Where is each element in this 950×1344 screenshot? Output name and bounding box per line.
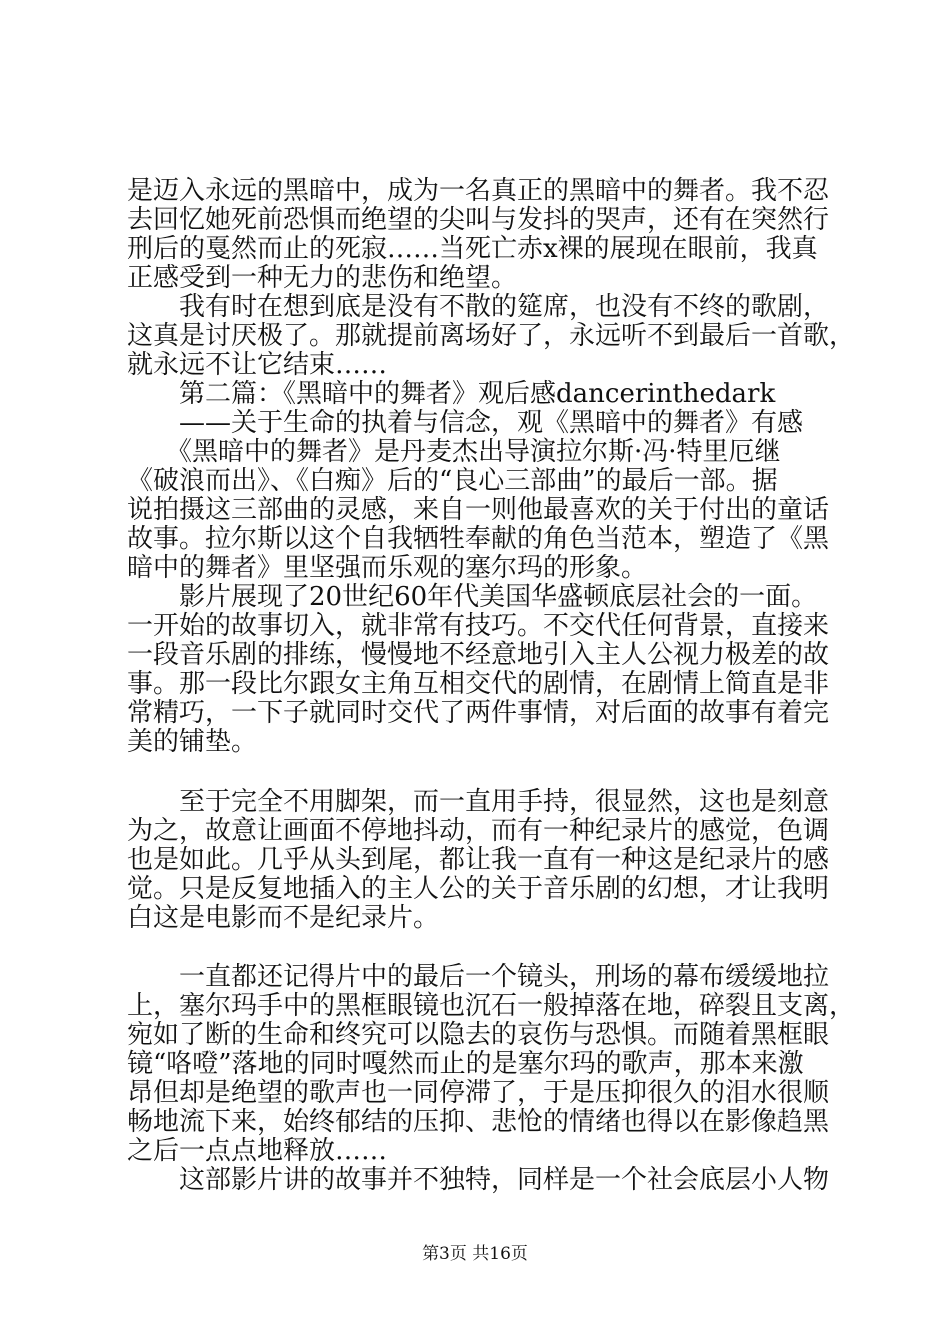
- text-line: 说拍摄这三部曲的灵感，来自一则他最喜欢的关于付出的童话: [127, 495, 830, 525]
- text-line: 一开始的故事切入，就非常有技巧。不交代任何背景，直接来: [127, 611, 830, 641]
- section-subtitle: ——关于生命的执着与信念，观《黑暗中的舞者》有感: [127, 408, 804, 438]
- text-line: 一段音乐剧的排练，慢慢地不经意地引入主人公视力极差的故: [127, 640, 830, 670]
- text-line: 为之，故意让画面不停地抖动，而有一种纪录片的感觉，色调: [127, 816, 830, 846]
- text-line: 白这是电影而不是纪录片。: [127, 903, 440, 933]
- section-heading: 第二篇：《黑暗中的舞者》观后感dancerinthedark: [127, 379, 776, 409]
- text-line: 至于完全不用脚架，而一直用手持，很显然，这也是刻意: [127, 787, 830, 817]
- text-line: 之后一点点地释放……: [127, 1136, 388, 1166]
- text-line: 宛如了断的生命和终究可以隐去的哀伤与恐惧。而随着黑框眼: [127, 1020, 830, 1050]
- text-line: 一直都还记得片中的最后一个镜头，刑场的幕布缓缓地拉: [127, 962, 830, 992]
- text-line: 是迈入永远的黑暗中，成为一名真正的黑暗中的舞者。我不忍: [127, 176, 830, 206]
- text-line: 美的铺垫。: [127, 727, 258, 757]
- text-line: 上，塞尔玛手中的黑框眼镜也沉石一般掉落在地，碎裂且支离，: [127, 991, 856, 1021]
- text-line: 正感受到一种无力的悲伤和绝望。: [127, 263, 518, 293]
- text-line: 这真是讨厌极了。那就提前离场好了，永远听不到最后一首歌，: [127, 321, 856, 351]
- text-line: 刑后的戛然而止的死寂……当死亡赤x裸的展现在眼前，我真: [127, 234, 818, 264]
- text-line: 常精巧，一下子就同时交代了两件事情，对后面的故事有着完: [127, 698, 830, 728]
- text-line: 《破浪而出》、《白痴》后的“良心三部曲”的最后一部。据: [127, 466, 778, 496]
- text-line: 昂但却是绝望的歌声也一同停滞了，于是压抑很久的泪水很顺: [127, 1078, 830, 1108]
- text-line: 觉。只是反复地插入的主人公的关于音乐剧的幻想，才让我明: [127, 874, 830, 904]
- text-line: 事。那一段比尔跟女主角互相交代的剧情，在剧情上简直是非: [127, 669, 830, 699]
- text-line: 影片展现了20世纪60年代美国华盛顿底层社会的一面。: [127, 582, 818, 612]
- text-line: 畅地流下来，始终郁结的压抑、悲怆的情绪也得以在影像趋黑: [127, 1107, 830, 1137]
- text-line: 镜“咯噔”落地的同时嘎然而止的是塞尔玛的歌声，那本来激: [127, 1049, 804, 1079]
- text-line: 就永远不让它结束……: [127, 350, 388, 380]
- page-number-footer: 第3页 共16页: [422, 1244, 528, 1264]
- text-line: 我有时在想到底是没有不散的筵席，也没有不终的歌剧，: [127, 292, 830, 322]
- text-line: 《黑暗中的舞者》是丹麦杰出导演拉尔斯·冯·特里厄继: [127, 437, 781, 467]
- text-line: 也是如此。几乎从头到尾，都让我一直有一种这是纪录片的感: [127, 845, 830, 875]
- text-line: 故事。拉尔斯以这个自我牺牲奉献的角色当范本，塑造了《黑: [127, 524, 830, 554]
- text-line: 这部影片讲的故事并不独特，同样是一个社会底层小人物: [127, 1165, 830, 1195]
- text-line: 去回忆她死前恐惧而绝望的尖叫与发抖的哭声，还有在突然行: [127, 205, 830, 235]
- text-line: 暗中的舞者》里坚强而乐观的塞尔玛的形象。: [127, 553, 648, 583]
